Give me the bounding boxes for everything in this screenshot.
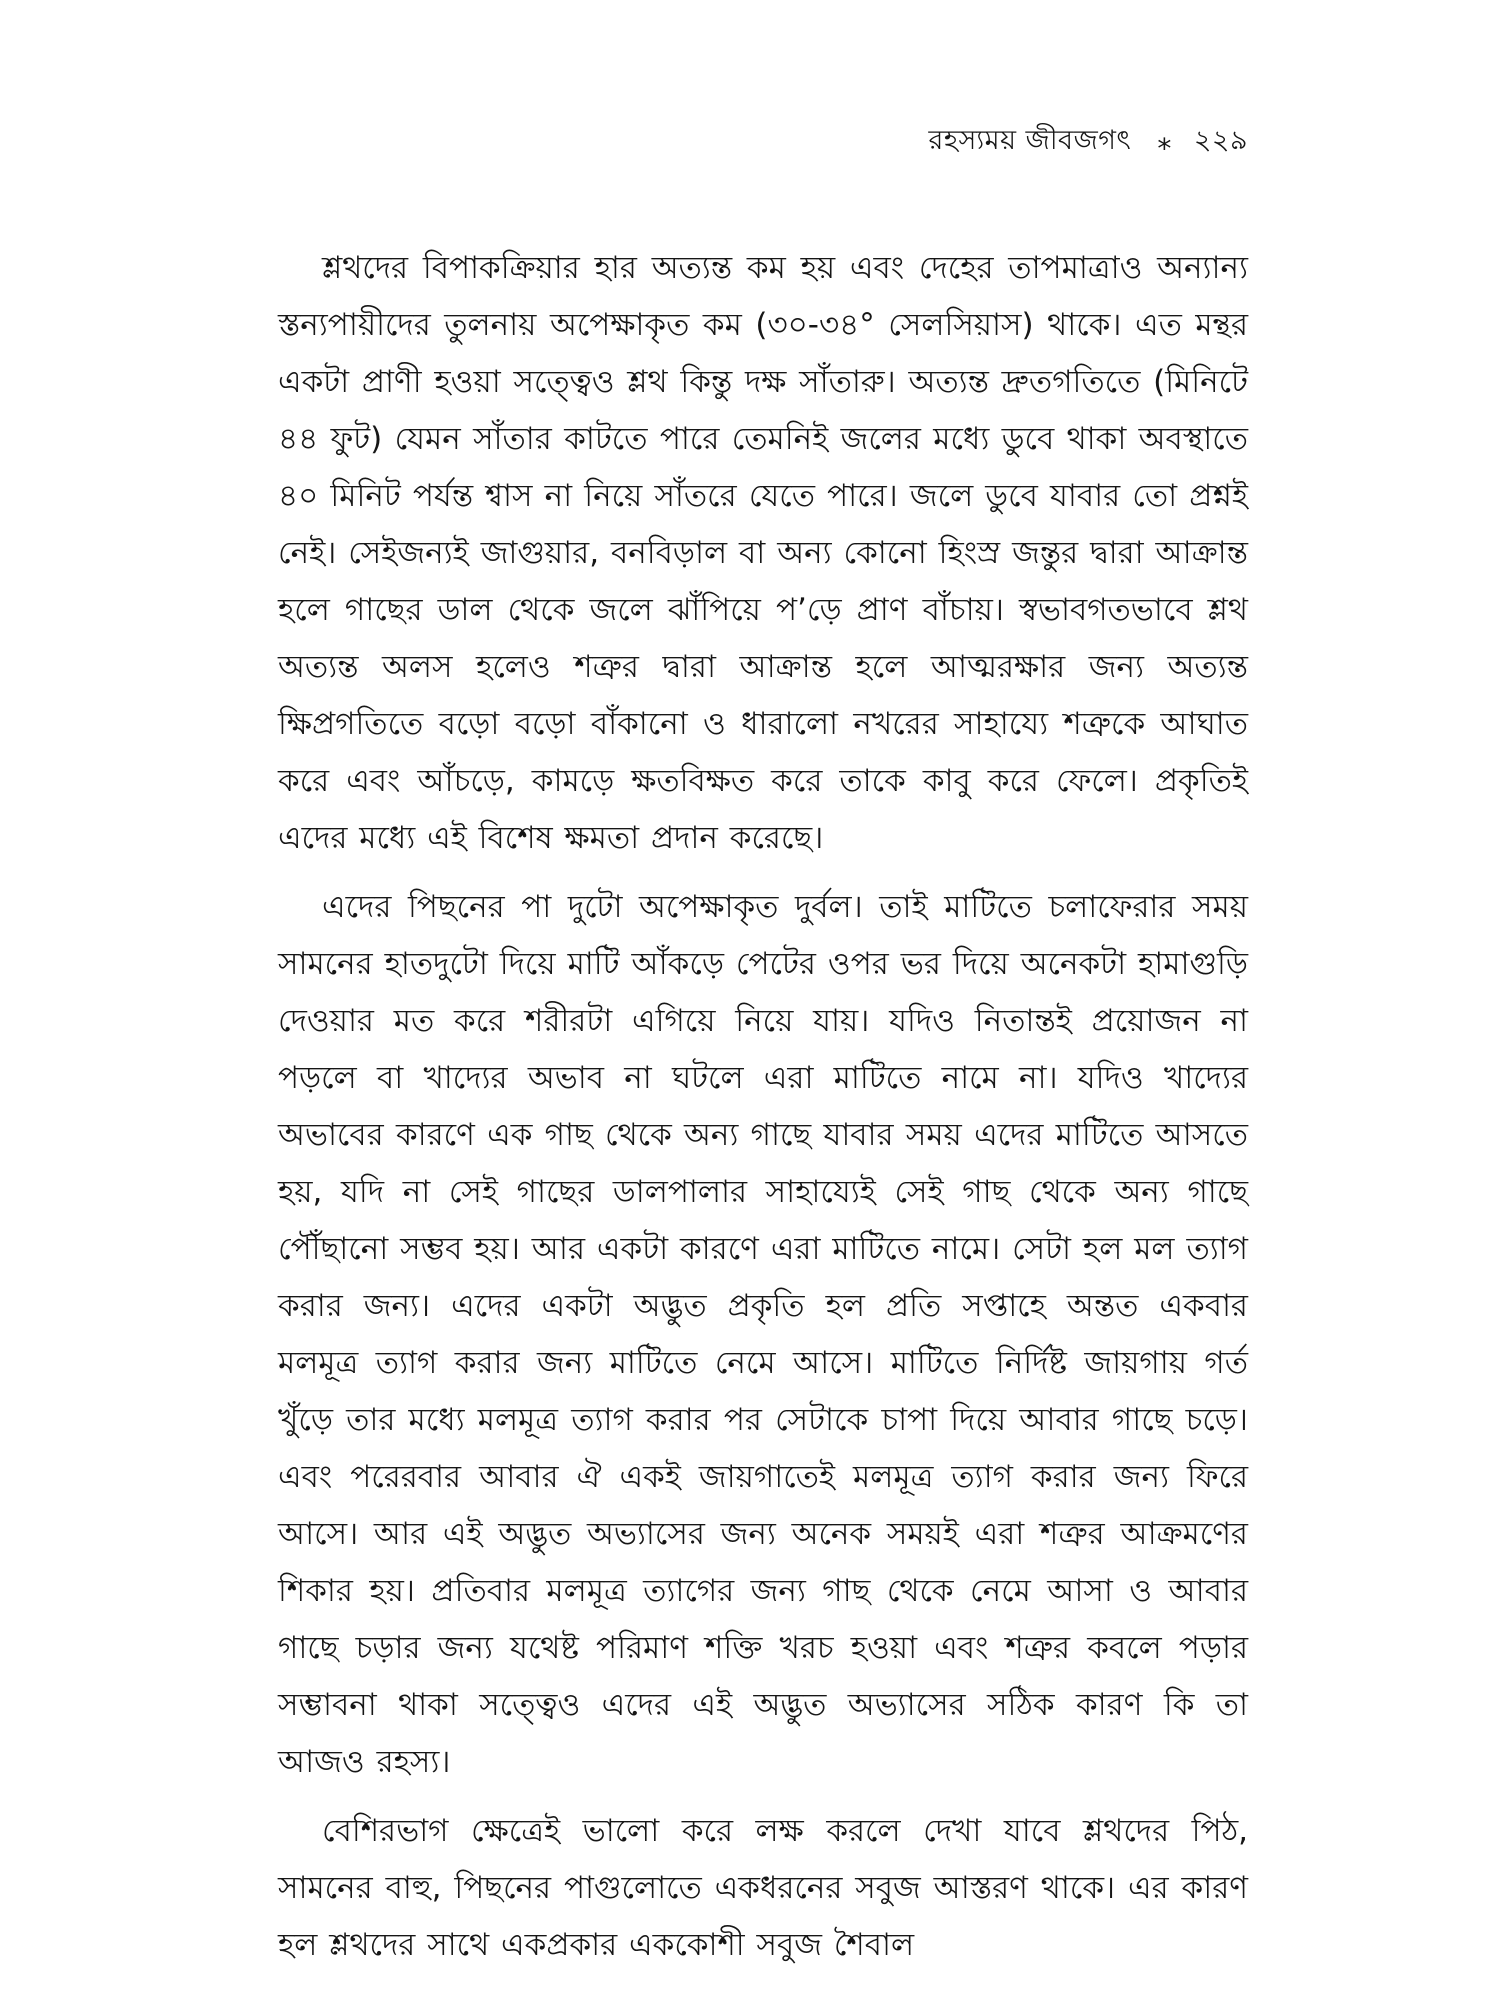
paragraph-1: শ্লথদের বিপাকক্রিয়ার হার অত্যন্ত কম হয় এবং দেহের তাপমাত্রাও অন্যান্য স্তন্যপায়ীদের তুলনায় অপেক্ষাকৃত কম (৩০-৩৪° সেলসিয়াস) থাকে। এত মন্থর একটা প্রাণী হওয়া সত্ত্বেও শ্লথ কিন্তু দক্ষ সাঁতারু। অত্যন্ত দ্রুতগতিতে (মিনিটে ৪৪ ফুট) যেমন সাঁতার কাটতে পারে তেমনিই জলের মধ্যে ডুবে থাকা অবস্থাতে ৪০ মিনিট পর্যন্ত শ্বাস না নিয়ে সাঁতরে যেতে পারে। জলে ডুবে যাবার তো প্রশ্নই নেই। সেইজন্যই জাগুয়ার, বনবিড়াল বা অন্য কোনো হিংস্র জন্তুর দ্বারা আক্রান্ত হলে গাছের ডাল থেকে জলে ঝাঁপিয়ে প’ড়ে প্রাণ বাঁচায়। স্বভাবগতভাবে শ্লথ অত্যন্ত অলস হলেও শত্রুর দ্বারা আক্রান্ত হলে আত্মরক্ষার জন্য অত্যন্ত ক্ষিপ্রগতিতে বড়ো বড়ো বাঁকানো ও ধারালো নখরের সাহায্যে শত্রুকে আঘাত করে এবং আঁচড়ে, কামড়ে ক্ষতবিক্ষত করে তাকে কাবু করে ফেলে। প্রকৃতিই এদের মধ্যে এই বিশেষ ক্ষমতা প্রদান করেছে। (278, 250, 1248, 856)
paragraph-2: এদের পিছনের পা দুটো অপেক্ষাকৃত দুর্বল। তাই মাটিতে চলাফেরার সময় সামনের হাতদুটো দিয়ে মাটি আঁকড়ে পেটের ওপর ভর দিয়ে অনেকটা হামাগুড়ি দেওয়ার মত করে শরীরটা এগিয়ে নিয়ে যায়। যদিও নিতান্তই প্রয়োজন না পড়লে বা খাদ্যের অভাব না ঘটলে এরা মাটিতে নামে না। যদিও খাদ্যের অভাবের কারণে এক গাছ থেকে অন্য গাছে যাবার সময় এদের মাটিতে আসতে হয়, যদি না সেই গাছের ডালপালার সাহায্যেই সেই গাছ থেকে অন্য গাছে পৌঁছানো সম্ভব হয়। আর একটা কারণে এরা মাটিতে নামে। সেটা হল মল ত্যাগ করার জন্য। এদের একটা অদ্ভুত প্রকৃতি হল প্রতি সপ্তাহে অন্তত একবার মলমূত্র ত্যাগ করার জন্য মাটিতে নেমে আসে। মাটিতে নির্দিষ্ট জায়গায় গর্ত খুঁড়ে তার মধ্যে মলমূত্র ত্যাগ করার পর সেটাকে চাপা দিয়ে আবার গাছে চড়ে। এবং পরেরবার আবার ঐ একই জায়গাতেই মলমূত্র ত্যাগ করার জন্য ফিরে আসে। আর এই অদ্ভুত অভ্যাসের জন্য অনেক সময়ই এরা শত্রুর আক্রমণের শিকার হয়। প্রতিবার মলমূত্র ত্যাগের জন্য গাছ থেকে নেমে আসা ও আবার গাছে চড়ার জন্য যথেষ্ট পরিমাণ শক্তি খরচ হওয়া এবং শত্রুর কবলে পড়ার সম্ভাবনা থাকা সত্ত্বেও এদের এই অদ্ভুত অভ্যাসের সঠিক কারণ কি তা আজও রহস্য। (278, 889, 1248, 1780)
running-header (928, 123, 1248, 156)
page-number: ২২৯ (1193, 125, 1248, 156)
book-title: রহস্যময় জীবজগৎ (928, 125, 1132, 156)
body-text (278, 240, 1248, 1974)
paragraph-3: বেশিরভাগ ক্ষেত্রেই ভালো করে লক্ষ করলে দেখা যাবে শ্লথদের পিঠ, সামনের বাহু, পিছনের পাগুলোতে একধরনের সবুজ আস্তরণ থাকে। এর কারণ হল শ্লথদের সাথে একপ্রকার এককোশী সবুজ শৈবাল (278, 1813, 1248, 1963)
asterism-separator-icon: ⁎ (1157, 123, 1172, 156)
